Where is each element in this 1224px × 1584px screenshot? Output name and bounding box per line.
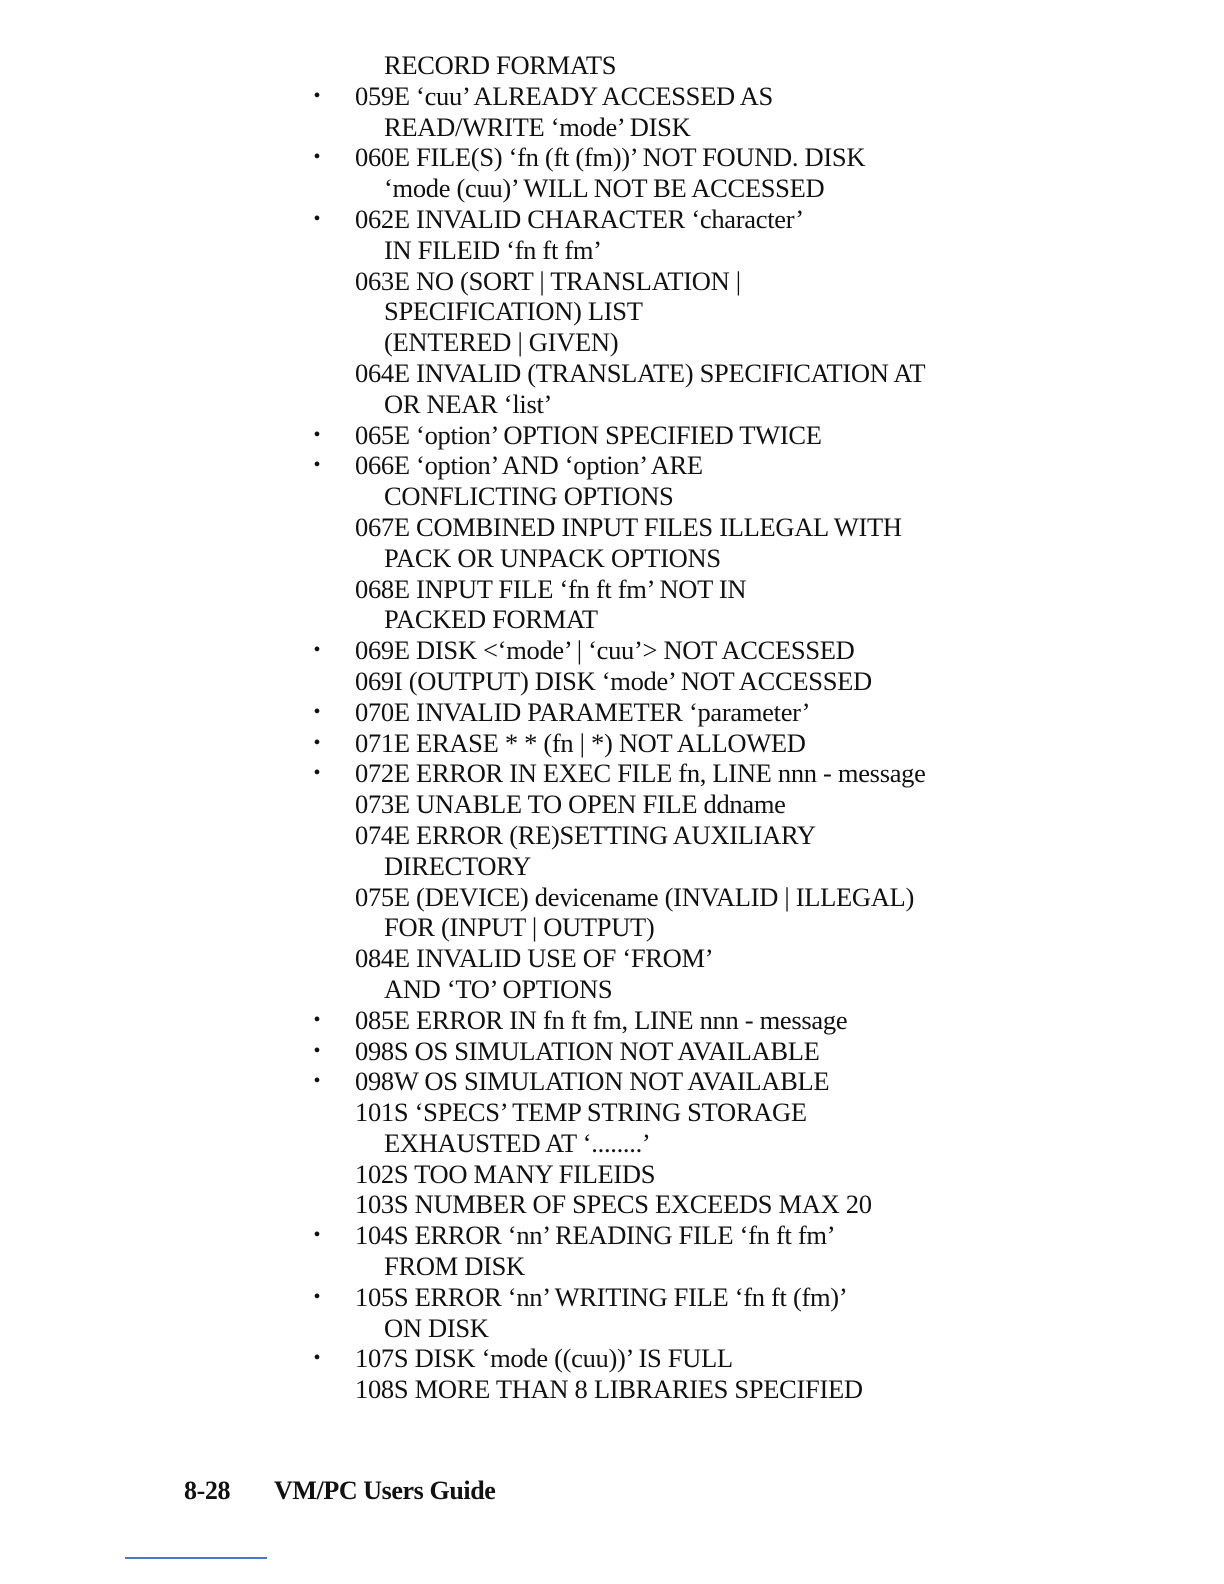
message-text: 105S ERROR ‘nn’ WRITING FILE ‘fn ft (fm)’ <box>355 1281 848 1312</box>
bullet-icon: • <box>313 1039 321 1062</box>
message-text: 108S MORE THAN 8 LIBRARIES SPECIFIED <box>355 1374 863 1405</box>
message-item <box>300 882 1020 944</box>
message-item <box>300 358 1020 420</box>
book-title: VM/PC Users Guide <box>274 1476 496 1505</box>
bullet-icon: • <box>313 146 321 169</box>
message-text: 075E (DEVICE) devicename (INVALID | ILLEGAL) <box>355 881 914 912</box>
message-item <box>300 574 1020 636</box>
message-continuation: PACK OR UNPACK OPTIONS <box>384 542 721 573</box>
message-text: 098S OS SIMULATION NOT AVAILABLE <box>355 1035 820 1066</box>
message-continuation: ‘mode (cuu)’ WILL NOT BE ACCESSED <box>384 173 825 204</box>
message-item <box>300 512 1020 574</box>
message-text: 104S ERROR ‘nn’ READING FILE ‘fn ft fm’ <box>355 1220 836 1251</box>
message-item <box>300 1036 1020 1067</box>
message-text: 085E ERROR IN fn ft fm, LINE nnn - message <box>355 1004 848 1035</box>
page-footer <box>184 1474 495 1508</box>
bullet-icon: • <box>313 423 321 446</box>
message-text: 067E COMBINED INPUT FILES ILLEGAL WITH <box>355 511 902 542</box>
message-continuation: PACKED FORMAT <box>384 604 598 635</box>
message-continuation: (ENTERED | GIVEN) <box>384 327 619 358</box>
bottom-rule <box>125 1557 267 1559</box>
message-item <box>300 1005 1020 1036</box>
message-text: 064E INVALID (TRANSLATE) SPECIFICATION AT <box>355 357 926 388</box>
message-item <box>300 943 1020 1005</box>
message-text: 103S NUMBER OF SPECS EXCEEDS MAX 20 <box>355 1189 872 1220</box>
bullet-icon: • <box>313 762 321 785</box>
bullet-icon: • <box>313 731 321 754</box>
message-continuation: AND ‘TO’ OPTIONS <box>384 973 613 1004</box>
message-text: 101S ‘SPECS’ TEMP STRING STORAGE <box>355 1097 807 1128</box>
message-item <box>300 1374 1020 1405</box>
message-continuation: CONFLICTING OPTIONS <box>384 481 674 512</box>
message-text: 059E ‘cuu’ ALREADY ACCESSED AS <box>355 80 773 111</box>
message-text: 069E DISK <‘mode’ | ‘cuu’> NOT ACCESSED <box>355 635 855 666</box>
message-text: 062E INVALID CHARACTER ‘character’ <box>355 203 804 234</box>
bullet-icon: • <box>313 207 321 230</box>
message-text: 073E UNABLE TO OPEN FILE ddname <box>355 789 786 820</box>
message-item <box>300 666 1020 697</box>
message-item <box>300 758 1020 789</box>
message-item <box>300 1343 1020 1374</box>
message-continuation: DIRECTORY <box>384 850 531 881</box>
message-item <box>300 635 1020 666</box>
continued-message <box>300 50 1020 81</box>
message-continuation: READ/WRITE ‘mode’ DISK <box>384 111 691 142</box>
message-text: 084E INVALID USE OF ‘FROM’ <box>355 943 714 974</box>
message-text: 071E ERASE * * (fn | *) NOT ALLOWED <box>355 727 806 758</box>
bullet-icon: • <box>313 1008 321 1031</box>
message-item <box>300 1189 1020 1220</box>
message-item <box>300 1282 1020 1344</box>
message-item <box>300 1097 1020 1159</box>
message-text: 107S DISK ‘mode ((cuu))’ IS FULL <box>355 1343 733 1374</box>
message-text: 068E INPUT FILE ‘fn ft fm’ NOT IN <box>355 573 747 604</box>
message-text: 098W OS SIMULATION NOT AVAILABLE <box>355 1066 830 1097</box>
bullet-icon: • <box>313 1285 321 1308</box>
message-item <box>300 728 1020 759</box>
message-item <box>300 81 1020 143</box>
message-continuation: ON DISK <box>384 1312 489 1343</box>
message-item <box>300 1220 1020 1282</box>
message-item <box>300 789 1020 820</box>
bullet-icon: • <box>313 700 321 723</box>
message-text: 060E FILE(S) ‘fn (ft (fm))’ NOT FOUND. DISK <box>355 142 866 173</box>
message-item <box>300 697 1020 728</box>
message-text: 102S TOO MANY FILEIDS <box>355 1158 656 1189</box>
message-continuation: IN FILEID ‘fn ft fm’ <box>384 234 602 265</box>
message-item <box>300 266 1020 358</box>
message-text: 074E ERROR (RE)SETTING AUXILIARY <box>355 819 816 850</box>
bullet-icon: • <box>313 1347 321 1370</box>
message-continuation: EXHAUSTED AT ‘........’ <box>384 1127 651 1158</box>
message-text: 070E INVALID PARAMETER ‘parameter’ <box>355 696 811 727</box>
message-text: 066E ‘option’ AND ‘option’ ARE <box>355 450 703 481</box>
message-item <box>300 204 1020 266</box>
page-number: 8-28 <box>184 1476 231 1505</box>
bullet-icon: • <box>313 1224 321 1247</box>
message-text: 069I (OUTPUT) DISK ‘mode’ NOT ACCESSED <box>355 665 872 696</box>
bullet-icon: • <box>313 639 321 662</box>
message-item <box>300 450 1020 512</box>
continued-heading: RECORD FORMATS <box>384 50 617 80</box>
message-continuation: FOR (INPUT | OUTPUT) <box>384 912 655 943</box>
message-item <box>300 1159 1020 1190</box>
message-continuation: OR NEAR ‘list’ <box>384 388 553 419</box>
bullet-icon: • <box>313 1070 321 1093</box>
message-item <box>300 1066 1020 1097</box>
message-continuation: SPECIFICATION) LIST <box>384 296 643 327</box>
message-text: 065E ‘option’ OPTION SPECIFIED TWICE <box>355 419 822 450</box>
message-list <box>300 50 1020 1405</box>
bullet-icon: • <box>313 454 321 477</box>
bullet-icon: • <box>313 84 321 107</box>
message-continuation: FROM DISK <box>384 1251 525 1282</box>
message-text: 063E NO (SORT | TRANSLATION | <box>355 265 741 296</box>
message-item <box>300 820 1020 882</box>
message-text: 072E ERROR IN EXEC FILE fn, LINE nnn - message <box>355 758 926 789</box>
message-item <box>300 420 1020 451</box>
message-item <box>300 142 1020 204</box>
